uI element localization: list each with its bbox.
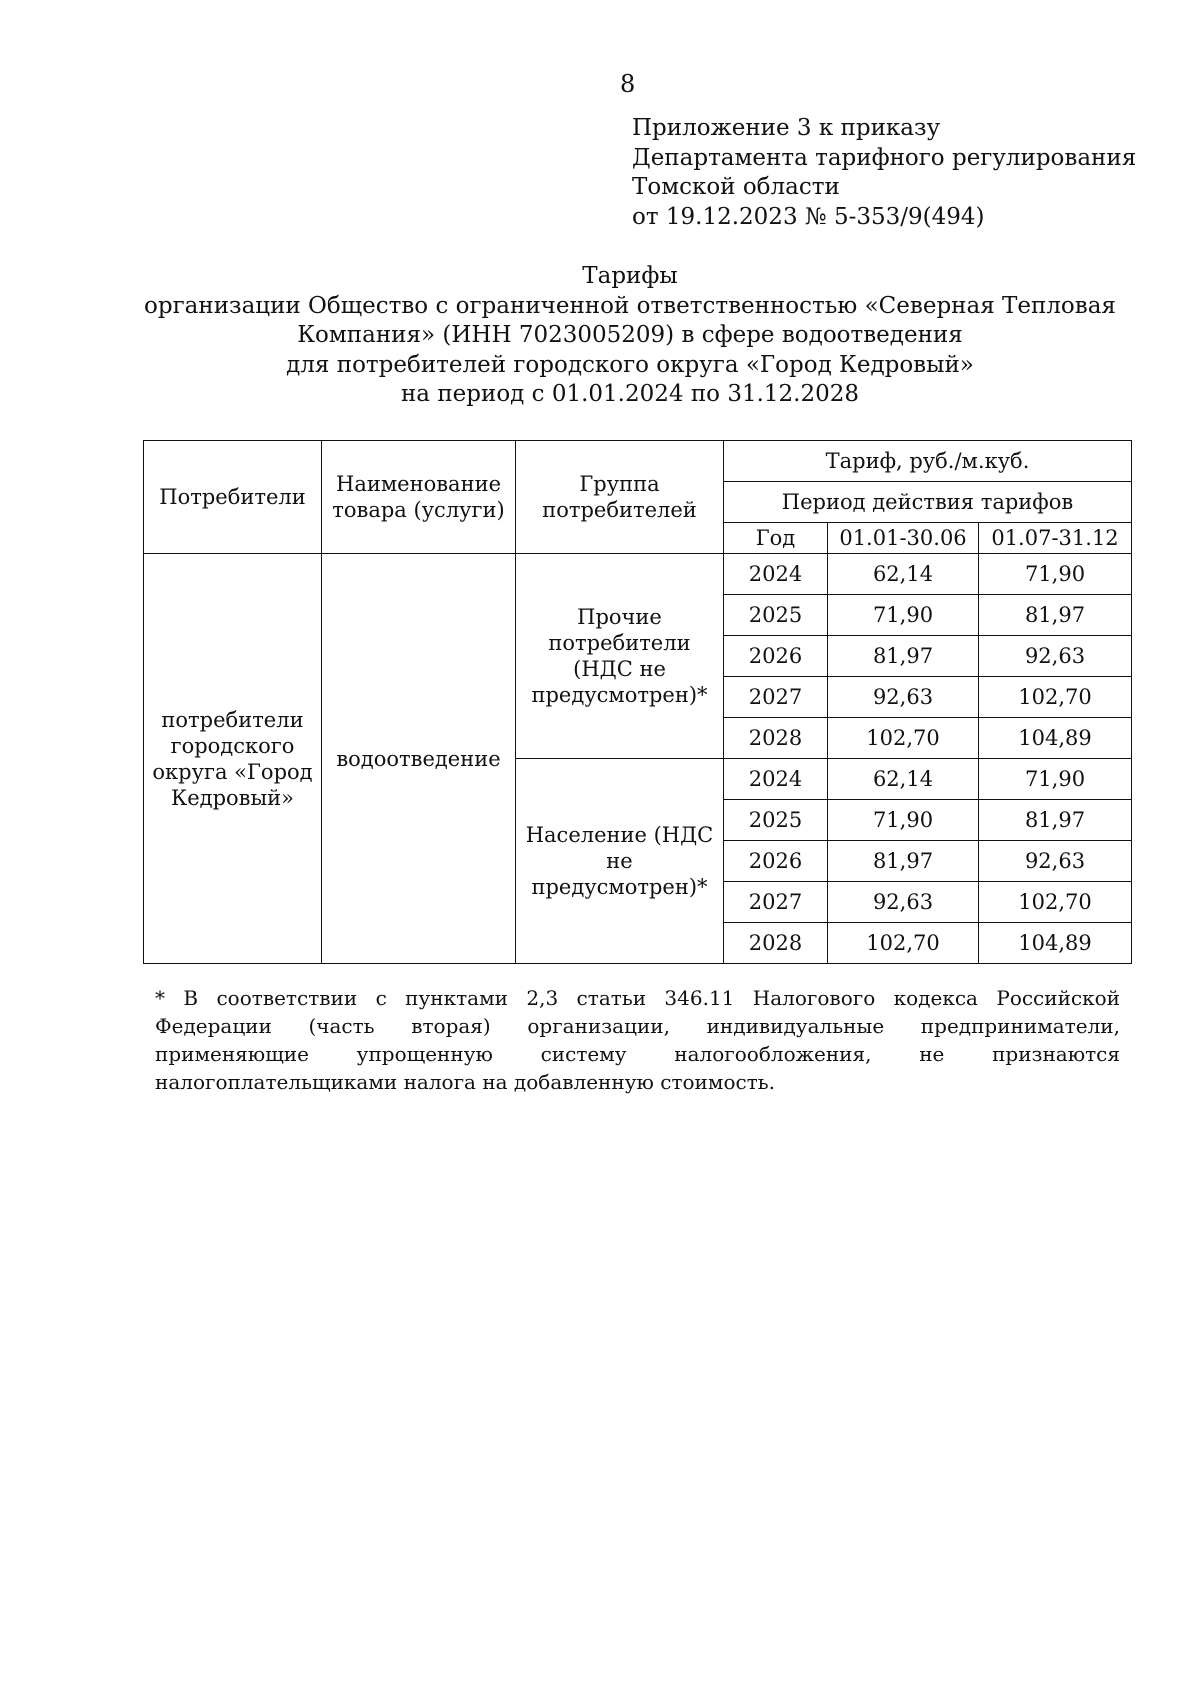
tariff-table <box>143 440 1132 964</box>
title-line: для потребителей городского округа «Город Кедровый» <box>286 351 974 378</box>
tariff-half1-cell: 62,14 <box>828 759 979 800</box>
tariff-half2-cell: 104,89 <box>979 718 1132 759</box>
year-cell: 2025 <box>724 595 828 636</box>
tariff-half2-cell: 92,63 <box>979 841 1132 882</box>
consumer-group-cell: Население (НДС не предусмотрен)* <box>516 759 724 964</box>
header-tariff: Тариф, руб./м.куб. <box>724 441 1132 482</box>
appendix-line: Департамента тарифного регулирования <box>632 144 1137 171</box>
title-line: организации Общество с ограниченной ответственностью «Северная Тепловая <box>144 292 1116 319</box>
footnote: * В соответствии с пунктами 2,3 статьи 346.11 Налогового кодекса Российской Федерации (часть вторая) организации, индивидуальные предприниматели, применяющие упрощенную систему налогообложения, не признаются налогоплательщиками налога на добавленную стоимость. <box>155 986 1120 1094</box>
consumers-cell: потребители городского округа «Город Кедровый» <box>144 554 322 964</box>
tariff-half2-cell: 92,63 <box>979 636 1132 677</box>
tariff-half2-cell: 81,97 <box>979 595 1132 636</box>
tariff-half2-cell: 71,90 <box>979 554 1132 595</box>
appendix-block <box>632 114 1136 232</box>
tariff-half2-cell: 81,97 <box>979 800 1132 841</box>
year-cell: 2024 <box>724 554 828 595</box>
tariff-half2-cell: 102,70 <box>979 882 1132 923</box>
title-line: Тарифы <box>582 263 678 289</box>
appendix-line: Томской области <box>632 174 840 200</box>
tariff-half1-cell: 92,63 <box>828 677 979 718</box>
table-row <box>144 554 1132 595</box>
header-period: Период действия тарифов <box>724 482 1132 523</box>
header-consumer-group: Группа потребителей <box>516 441 724 554</box>
year-cell: 2028 <box>724 923 828 964</box>
appendix-line: от 19.12.2023 № 5-353/9(494) <box>632 203 985 230</box>
document-title <box>100 262 1160 410</box>
year-cell: 2026 <box>724 636 828 677</box>
tariff-half1-cell: 81,97 <box>828 841 979 882</box>
tariff-half2-cell: 104,89 <box>979 923 1132 964</box>
tariff-half1-cell: 102,70 <box>828 718 979 759</box>
header-service-name: Наименование товара (услуги) <box>322 441 516 554</box>
year-cell: 2026 <box>724 841 828 882</box>
header-half2: 01.07-31.12 <box>979 523 1132 554</box>
tariff-half1-cell: 71,90 <box>828 595 979 636</box>
consumer-group-cell: Прочие потребители (НДС не предусмотрен)* <box>516 554 724 759</box>
title-line: на период с 01.01.2024 по 31.12.2028 <box>400 381 860 407</box>
year-cell: 2024 <box>724 759 828 800</box>
tariff-half1-cell: 92,63 <box>828 882 979 923</box>
tariff-half1-cell: 71,90 <box>828 800 979 841</box>
header-half1: 01.01-30.06 <box>828 523 979 554</box>
header-year: Год <box>724 523 828 554</box>
title-line: Компания» (ИНН 7023005209) в сфере водоотведения <box>297 322 963 348</box>
year-cell: 2027 <box>724 882 828 923</box>
year-cell: 2025 <box>724 800 828 841</box>
page-number: 8 <box>620 70 636 98</box>
tariff-half2-cell: 71,90 <box>979 759 1132 800</box>
tariff-half1-cell: 81,97 <box>828 636 979 677</box>
year-cell: 2028 <box>724 718 828 759</box>
service-cell: водоотведение <box>322 554 516 964</box>
header-consumers: Потребители <box>144 441 322 554</box>
tariff-half1-cell: 62,14 <box>828 554 979 595</box>
tariff-half1-cell: 102,70 <box>828 923 979 964</box>
year-cell: 2027 <box>724 677 828 718</box>
tariff-half2-cell: 102,70 <box>979 677 1132 718</box>
appendix-line: Приложение 3 к приказу <box>632 115 941 141</box>
